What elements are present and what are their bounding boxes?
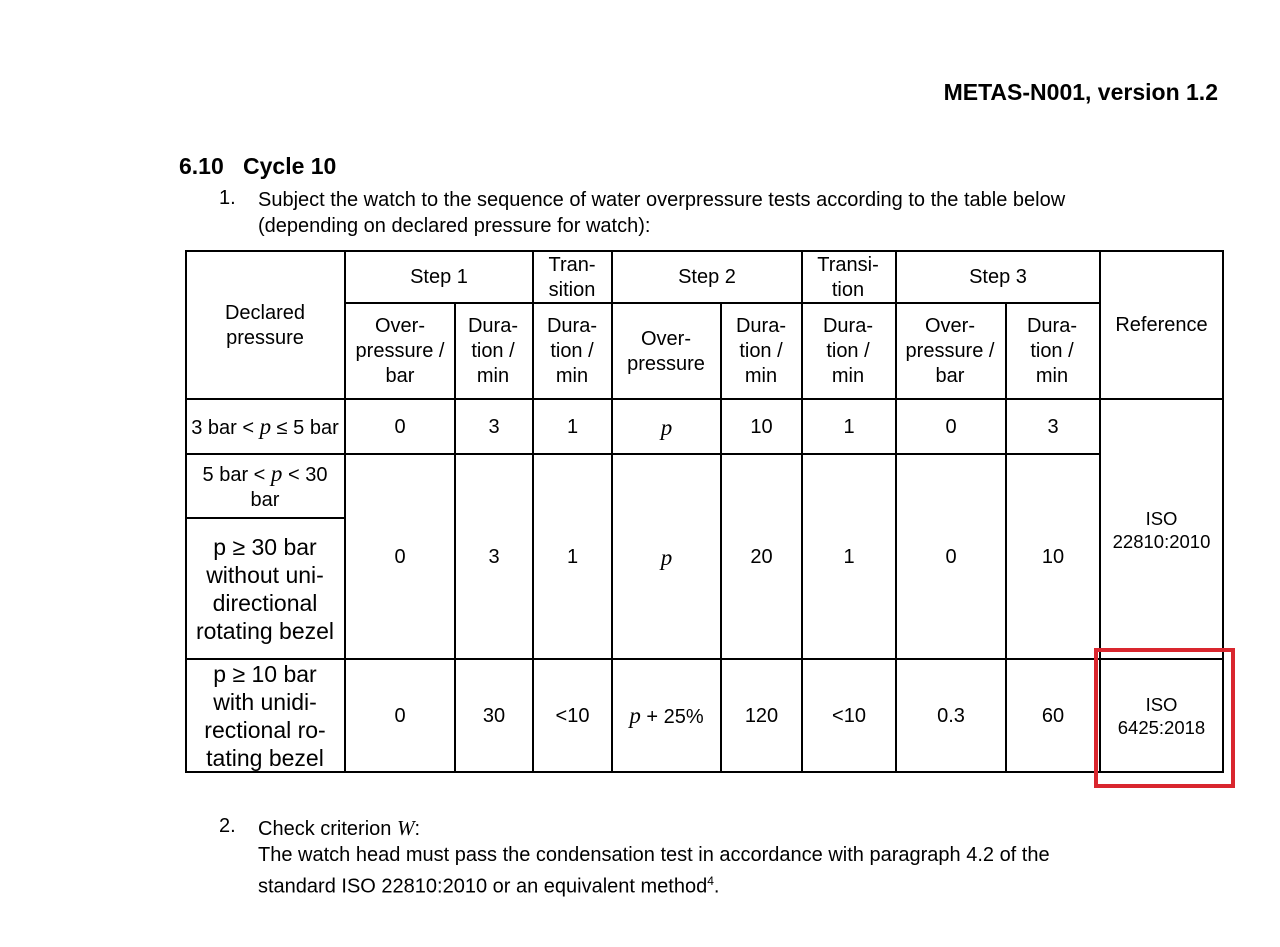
row1-s3-duration: 3	[1047, 415, 1059, 438]
header-s3-duration: Dura- tion / min	[1026, 315, 1077, 387]
row1-s2-duration: 10	[750, 415, 773, 438]
step2-text	[258, 815, 1050, 900]
row3-s2-duration: 120	[744, 704, 779, 727]
row2-t1-duration: 1	[566, 545, 579, 568]
step2-line1: The watch head must pass the condensation test in accordance with paragraph 4.2 of the	[258, 844, 1050, 866]
row3-s1-overpressure: 0	[394, 704, 406, 727]
row2-declared-pressure-text: 5 bar < p < 30 bar	[202, 460, 328, 511]
reference-iso-22810: ISO 22810:2010	[1112, 507, 1211, 552]
row2-s3-duration: 10	[1041, 545, 1065, 568]
row2-t2-duration: 1	[843, 545, 855, 568]
header-s3-overpressure: Over- pressure / bar	[905, 315, 995, 387]
step1-line2: (depending on declared pressure for watch):	[258, 215, 651, 237]
step2-line2: standard ISO 22810:2010 or an equivalent method$^4$.	[258, 874, 720, 898]
row3-s3-overpressure: 0.3	[937, 704, 965, 727]
row1-declared-pressure-text: 3 bar < p ≤ 5 bar	[191, 413, 339, 439]
pressure-variable: p	[660, 414, 673, 440]
header-transition1: Tran- sition	[548, 253, 596, 301]
row1-s1-duration: 3	[488, 415, 500, 438]
header-declared-pressure: Declared pressure	[224, 301, 306, 349]
row2-s1-duration: 3	[488, 545, 500, 568]
header-step3: Step 3	[969, 266, 1027, 288]
row3-t2-duration: <10	[832, 704, 866, 727]
row2-s2-duration: 20	[750, 545, 773, 568]
step2-label: Check criterion W:	[258, 816, 420, 840]
row1-t2-duration: 1	[843, 415, 855, 438]
pressure-variable: p	[660, 544, 673, 570]
row3-s1-duration: 30	[482, 704, 506, 727]
section-title: Cycle 10	[243, 153, 337, 179]
row2-s3-overpressure: 0	[945, 545, 957, 568]
header-step1: Step 1	[410, 266, 468, 288]
row2-s1-overpressure: 0	[394, 545, 406, 568]
highlight-box	[1094, 648, 1235, 788]
row3-s2-overpressure-text: p + 25%	[629, 702, 704, 728]
table-border-left	[185, 250, 187, 773]
row3-t1-duration: <10	[555, 704, 590, 727]
reference-iso-6425: ISO 6425:2018	[1117, 694, 1206, 738]
header-step2: Step 2	[678, 266, 736, 288]
header-s2-duration: Dura- tion / min	[735, 315, 786, 387]
row1-declared-pressure	[190, 400, 340, 454]
row3-s3-duration: 60	[1041, 704, 1065, 727]
row1-s1-overpressure: 0	[394, 415, 406, 438]
row2-s2-overpressure	[613, 455, 720, 659]
row2-declared-pressure	[190, 455, 340, 518]
row1-s3-overpressure: 0	[945, 415, 957, 438]
row3-s2-overpressure	[613, 660, 720, 772]
section-number: 6.10	[179, 153, 224, 179]
header-transition2: Transi- tion	[817, 253, 879, 301]
list-number-2: 2.	[219, 815, 236, 837]
row1-s2-overpressure	[613, 400, 720, 454]
header-reference: Reference	[1115, 314, 1208, 336]
row3-declared-pressure: p ≥ 10 bar with unidi- rectional ro- tating bezel	[204, 661, 326, 771]
footnote-marker: 4	[707, 874, 714, 888]
step1-line1: Subject the watch to the sequence of water overpressure tests according to the table below	[258, 189, 1066, 211]
header-t2-duration: Dura- tion / min	[822, 315, 873, 387]
header-s1-overpressure: Over- pressure / bar	[355, 315, 445, 387]
row1-t1-duration: 1	[566, 415, 579, 438]
header-s2-overpressure: Over- pressure	[627, 327, 705, 375]
header-t1-duration: Dura- tion / min	[546, 315, 597, 387]
list-number-1: 1.	[219, 187, 236, 209]
header-s1-duration: Dura- tion / min	[467, 315, 518, 387]
step1-text	[258, 187, 1065, 239]
document-id: METAS-N001, version 1.2	[943, 79, 1218, 105]
row2-declared-pressure-alt: p ≥ 30 bar without uni- directional rotating bezel	[195, 534, 335, 644]
